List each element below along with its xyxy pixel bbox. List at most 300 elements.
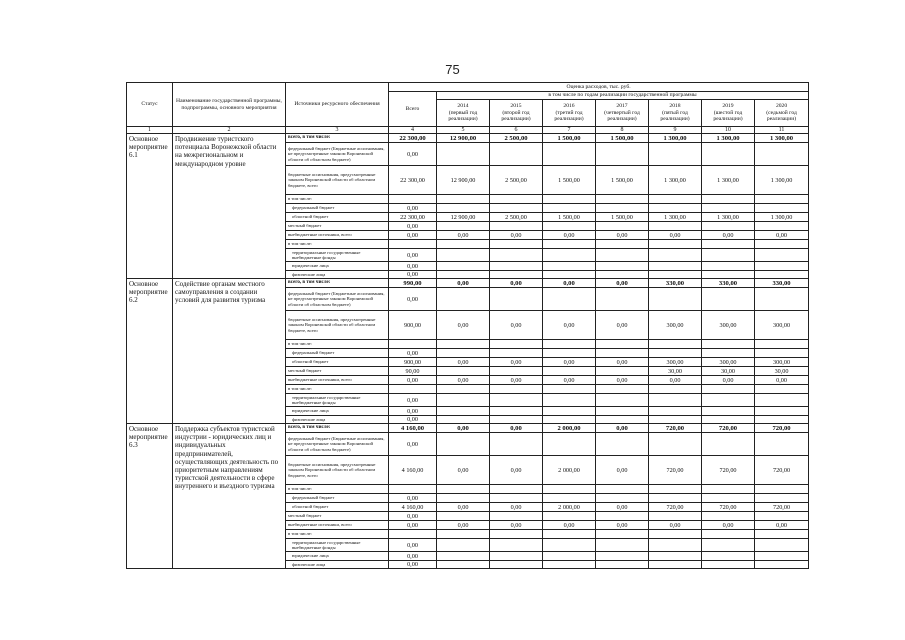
- value-year: [755, 222, 809, 231]
- value-year: 1 300,00: [649, 213, 702, 222]
- value-year: [702, 433, 755, 456]
- value-year: [596, 204, 649, 213]
- value-year: [702, 485, 755, 494]
- table-body: [127, 134, 809, 569]
- funding-source: физические лица: [286, 271, 389, 279]
- value-total: 4 160,00: [389, 456, 437, 485]
- value-total: 22 300,00: [389, 134, 437, 143]
- column-number: 9: [649, 127, 702, 134]
- value-year: [490, 416, 543, 424]
- value-year: [596, 349, 649, 358]
- year-label: 2018: [669, 103, 681, 110]
- year-sub-label: (второй год реализации): [501, 109, 531, 123]
- value-year: [490, 494, 543, 503]
- value-year: [437, 195, 490, 204]
- value-year: 1 500,00: [543, 134, 596, 143]
- value-year: 1 500,00: [596, 134, 649, 143]
- value-year: 0,00: [755, 231, 809, 240]
- value-year: 330,00: [649, 279, 702, 288]
- value-year: [649, 143, 702, 166]
- value-year: 0,00: [490, 424, 543, 433]
- value-year: [755, 433, 809, 456]
- value-year: 0,00: [437, 521, 490, 530]
- value-total: 4 160,00: [389, 424, 437, 433]
- value-total: 0,00: [389, 521, 437, 530]
- value-year: [490, 561, 543, 569]
- value-year: 300,00: [755, 311, 809, 340]
- value-year: [437, 512, 490, 521]
- value-year: [543, 407, 596, 416]
- value-year: 0,00: [596, 456, 649, 485]
- value-year: 0,00: [596, 279, 649, 288]
- activity-status: Основное мероприятие 6.2: [127, 279, 173, 424]
- funding-source: в том числе:: [286, 340, 389, 349]
- value-total: 0,00: [389, 416, 437, 424]
- value-year: [543, 561, 596, 569]
- value-year: 2 500,00: [490, 134, 543, 143]
- value-year: [437, 552, 490, 561]
- column-number: 4: [389, 127, 437, 134]
- value-year: 300,00: [649, 358, 702, 367]
- table-header: [127, 83, 809, 134]
- funding-source: федеральный бюджет: [286, 349, 389, 358]
- header-by-years: в том числе по годам реализации государственной программы: [437, 92, 809, 100]
- value-year: [437, 416, 490, 424]
- value-total: 0,00: [389, 512, 437, 521]
- header-year-2015: [490, 100, 543, 127]
- value-year: [490, 271, 543, 279]
- value-year: 2 000,00: [543, 503, 596, 512]
- value-total: [389, 385, 437, 394]
- funding-source: областной бюджет: [286, 503, 389, 512]
- value-year: 1 500,00: [543, 213, 596, 222]
- year-label: 2014: [457, 103, 469, 110]
- header-source: Источники ресурсного обеспечения: [286, 83, 389, 127]
- activity-name: Содействие органам местного самоуправления в создании условий для развития туризма: [173, 279, 286, 424]
- value-year: [596, 249, 649, 262]
- value-year: [702, 494, 755, 503]
- value-year: 1 300,00: [702, 134, 755, 143]
- value-year: [649, 349, 702, 358]
- value-year: 0,00: [702, 521, 755, 530]
- value-year: 300,00: [702, 358, 755, 367]
- value-year: [437, 204, 490, 213]
- value-year: [755, 240, 809, 249]
- value-year: 0,00: [490, 376, 543, 385]
- value-year: [755, 394, 809, 407]
- value-year: [649, 416, 702, 424]
- budget-table: [126, 82, 809, 569]
- value-year: 1 300,00: [755, 213, 809, 222]
- funding-source: местный бюджет: [286, 512, 389, 521]
- value-year: 1 300,00: [755, 166, 809, 195]
- value-total: 0,00: [389, 204, 437, 213]
- header-year-2019: [702, 100, 755, 127]
- value-year: [755, 494, 809, 503]
- value-year: [702, 249, 755, 262]
- column-number: 1: [127, 127, 173, 134]
- funding-source: федеральный бюджет: [286, 204, 389, 213]
- value-year: [649, 512, 702, 521]
- value-year: [490, 262, 543, 271]
- value-year: 0,00: [490, 231, 543, 240]
- value-year: 0,00: [649, 521, 702, 530]
- value-year: [596, 385, 649, 394]
- value-year: [437, 222, 490, 231]
- value-year: 0,00: [437, 279, 490, 288]
- value-total: 900,00: [389, 311, 437, 340]
- value-total: 0,00: [389, 231, 437, 240]
- value-year: [490, 385, 543, 394]
- value-total: [389, 530, 437, 539]
- value-total: 0,00: [389, 494, 437, 503]
- value-total: 990,00: [389, 279, 437, 288]
- header-estimate: Оценка расходов, тыс. руб.: [389, 83, 809, 92]
- value-total: 0,00: [389, 407, 437, 416]
- value-year: [649, 539, 702, 552]
- value-year: [702, 512, 755, 521]
- value-year: 12 900,00: [437, 166, 490, 195]
- value-year: [490, 143, 543, 166]
- funding-source: бюджетные ассигнования, предусмотренные законом Воронежской области об областном бюджете, всего: [286, 456, 389, 485]
- value-year: [702, 143, 755, 166]
- value-year: 30,00: [649, 367, 702, 376]
- value-year: [702, 262, 755, 271]
- year-label: 2016: [563, 103, 575, 110]
- column-number: 8: [596, 127, 649, 134]
- value-year: 300,00: [702, 311, 755, 340]
- value-year: [437, 394, 490, 407]
- value-total: 900,00: [389, 358, 437, 367]
- value-year: [755, 349, 809, 358]
- value-year: [596, 561, 649, 569]
- value-year: 1 300,00: [702, 213, 755, 222]
- funding-source: в том числе:: [286, 485, 389, 494]
- value-year: [755, 204, 809, 213]
- year-sub-label: (четвертый год реализации): [604, 109, 640, 123]
- header-year-2018: [649, 100, 702, 127]
- value-year: [649, 262, 702, 271]
- value-year: [755, 195, 809, 204]
- value-year: [649, 530, 702, 539]
- value-year: [437, 240, 490, 249]
- value-year: [437, 407, 490, 416]
- value-year: [702, 271, 755, 279]
- value-total: 0,00: [389, 561, 437, 569]
- value-year: [490, 349, 543, 358]
- value-year: 1 500,00: [596, 213, 649, 222]
- value-year: 12 900,00: [437, 134, 490, 143]
- header-total: Всего: [389, 92, 437, 127]
- funding-source: бюджетные ассигнования, предусмотренные законом Воронежской области об областном бюджете, всего: [286, 166, 389, 195]
- activity-status: Основное мероприятие 6.3: [127, 424, 173, 569]
- value-year: [596, 271, 649, 279]
- value-year: 720,00: [755, 456, 809, 485]
- value-year: 0,00: [596, 311, 649, 340]
- funding-source: всего, в том числе:: [286, 424, 389, 433]
- value-year: [543, 433, 596, 456]
- column-number: 5: [437, 127, 490, 134]
- value-year: [490, 512, 543, 521]
- value-year: 0,00: [543, 231, 596, 240]
- column-number: 6: [490, 127, 543, 134]
- column-number: 11: [755, 127, 809, 134]
- value-year: [490, 485, 543, 494]
- value-year: [596, 485, 649, 494]
- value-year: 1 500,00: [543, 166, 596, 195]
- value-year: [490, 288, 543, 311]
- value-year: 0,00: [596, 503, 649, 512]
- value-year: 720,00: [755, 424, 809, 433]
- value-year: 0,00: [755, 376, 809, 385]
- year-sub-label: (шестой год реализации): [713, 109, 743, 123]
- value-year: [702, 204, 755, 213]
- value-year: 0,00: [490, 521, 543, 530]
- value-year: 0,00: [702, 231, 755, 240]
- value-year: [596, 340, 649, 349]
- value-year: [649, 240, 702, 249]
- value-year: 1 300,00: [702, 166, 755, 195]
- value-year: 720,00: [702, 424, 755, 433]
- value-year: [543, 340, 596, 349]
- funding-source: юридические лица: [286, 262, 389, 271]
- funding-source: в том числе:: [286, 385, 389, 394]
- value-year: [596, 367, 649, 376]
- value-total: 4 160,00: [389, 503, 437, 512]
- value-year: [543, 485, 596, 494]
- value-year: [437, 143, 490, 166]
- value-year: 720,00: [649, 456, 702, 485]
- value-year: 720,00: [702, 456, 755, 485]
- value-year: [437, 433, 490, 456]
- value-year: [490, 195, 543, 204]
- value-year: [649, 494, 702, 503]
- value-year: 0,00: [490, 503, 543, 512]
- value-year: 0,00: [755, 521, 809, 530]
- value-year: [490, 340, 543, 349]
- value-year: [490, 552, 543, 561]
- header-year-2017: [596, 100, 649, 127]
- funding-source: физические лица: [286, 561, 389, 569]
- value-year: [543, 552, 596, 561]
- funding-source: территориальные государственные внебюджетные фонды: [286, 394, 389, 407]
- value-year: 0,00: [596, 358, 649, 367]
- value-year: [543, 288, 596, 311]
- value-year: [437, 494, 490, 503]
- value-year: [543, 530, 596, 539]
- value-year: [437, 349, 490, 358]
- value-total: 0,00: [389, 552, 437, 561]
- value-year: [702, 195, 755, 204]
- value-year: [649, 288, 702, 311]
- value-year: [437, 561, 490, 569]
- value-year: [437, 262, 490, 271]
- value-year: [702, 552, 755, 561]
- year-label: 2020: [775, 103, 788, 110]
- value-total: [389, 340, 437, 349]
- value-year: [755, 561, 809, 569]
- funding-source: территориальные государственные внебюджетные фонды: [286, 539, 389, 552]
- value-year: [649, 394, 702, 407]
- value-year: 0,00: [596, 424, 649, 433]
- value-total: 0,00: [389, 288, 437, 311]
- year-label: 2019: [722, 103, 734, 110]
- value-year: [596, 530, 649, 539]
- column-number: 10: [702, 127, 755, 134]
- value-total: 90,00: [389, 367, 437, 376]
- funding-source: всего, в том числе:: [286, 279, 389, 288]
- value-year: [437, 485, 490, 494]
- value-year: [543, 262, 596, 271]
- value-year: [437, 367, 490, 376]
- value-total: 0,00: [389, 222, 437, 231]
- funding-source: федеральный бюджет (Бюджетные ассигнования, не предусмотренные законом Воронежской области об областном бюджете): [286, 433, 389, 456]
- value-year: 0,00: [543, 279, 596, 288]
- value-year: 1 300,00: [649, 166, 702, 195]
- funding-source: внебюджетные источники, всего: [286, 521, 389, 530]
- header-year-2014: [437, 100, 490, 127]
- value-year: [702, 539, 755, 552]
- year-sub-label: (седьмой год реализации): [766, 109, 797, 123]
- value-total: 0,00: [389, 394, 437, 407]
- value-year: [649, 433, 702, 456]
- value-year: [649, 340, 702, 349]
- value-year: 0,00: [437, 311, 490, 340]
- value-year: 330,00: [702, 279, 755, 288]
- value-year: [543, 539, 596, 552]
- value-year: [437, 385, 490, 394]
- value-year: 2 000,00: [543, 424, 596, 433]
- value-year: 2 500,00: [490, 213, 543, 222]
- value-year: [490, 222, 543, 231]
- value-year: [490, 240, 543, 249]
- value-year: 300,00: [649, 311, 702, 340]
- funding-source: федеральный бюджет: [286, 494, 389, 503]
- value-year: [702, 288, 755, 311]
- value-year: 0,00: [543, 376, 596, 385]
- value-year: [755, 552, 809, 561]
- value-year: [596, 539, 649, 552]
- value-year: 1 500,00: [596, 166, 649, 195]
- value-year: [437, 249, 490, 262]
- value-year: [702, 240, 755, 249]
- value-year: [702, 407, 755, 416]
- year-sub-label: (первый год реализации): [448, 109, 478, 123]
- value-year: [543, 385, 596, 394]
- column-number: 2: [173, 127, 286, 134]
- value-year: [490, 433, 543, 456]
- value-year: 30,00: [755, 367, 809, 376]
- value-total: 0,00: [389, 271, 437, 279]
- value-year: [596, 416, 649, 424]
- funding-source: федеральный бюджет (Бюджетные ассигнования, не предусмотренные законом Воронежской области об областном бюджете): [286, 143, 389, 166]
- value-year: [596, 262, 649, 271]
- value-year: [702, 416, 755, 424]
- value-total: 0,00: [389, 433, 437, 456]
- value-year: 330,00: [755, 279, 809, 288]
- value-year: [755, 407, 809, 416]
- value-year: [755, 340, 809, 349]
- funding-source: внебюджетные источники, всего: [286, 231, 389, 240]
- value-total: [389, 240, 437, 249]
- value-year: [649, 271, 702, 279]
- value-year: [543, 249, 596, 262]
- value-year: [596, 552, 649, 561]
- value-year: 720,00: [649, 503, 702, 512]
- value-total: 22 300,00: [389, 213, 437, 222]
- funding-source: в том числе:: [286, 240, 389, 249]
- value-year: 720,00: [702, 503, 755, 512]
- value-year: [490, 539, 543, 552]
- value-year: 0,00: [596, 521, 649, 530]
- value-year: [437, 539, 490, 552]
- value-total: 0,00: [389, 143, 437, 166]
- value-year: [649, 407, 702, 416]
- value-year: [702, 561, 755, 569]
- value-year: 0,00: [437, 358, 490, 367]
- table-row: [127, 424, 809, 433]
- funding-source: областной бюджет: [286, 213, 389, 222]
- value-year: [755, 143, 809, 166]
- value-year: 0,00: [490, 311, 543, 340]
- value-year: [490, 530, 543, 539]
- value-year: [755, 512, 809, 521]
- value-year: [702, 340, 755, 349]
- value-year: 0,00: [649, 231, 702, 240]
- value-year: [543, 367, 596, 376]
- funding-source: всего, в том числе:: [286, 134, 389, 143]
- funding-source: бюджетные ассигнования, предусмотренные законом Воронежской области об областном бюджете, всего: [286, 311, 389, 340]
- value-year: 0,00: [437, 424, 490, 433]
- value-total: [389, 195, 437, 204]
- value-year: [755, 262, 809, 271]
- value-year: [755, 530, 809, 539]
- value-year: [543, 416, 596, 424]
- table-row: [127, 279, 809, 288]
- value-year: 720,00: [755, 503, 809, 512]
- value-year: [755, 271, 809, 279]
- value-total: 22 300,00: [389, 166, 437, 195]
- value-year: [437, 288, 490, 311]
- value-year: [596, 433, 649, 456]
- value-year: [649, 204, 702, 213]
- value-year: [596, 407, 649, 416]
- value-year: 0,00: [490, 279, 543, 288]
- value-year: [543, 349, 596, 358]
- funding-source: юридические лица: [286, 552, 389, 561]
- value-year: 0,00: [596, 376, 649, 385]
- activity-status: Основное мероприятие 6.1: [127, 134, 173, 279]
- value-year: [543, 195, 596, 204]
- year-sub-label: (пятый год реализации): [660, 109, 690, 123]
- value-year: [543, 494, 596, 503]
- value-year: 0,00: [437, 231, 490, 240]
- value-year: [702, 530, 755, 539]
- value-year: [649, 195, 702, 204]
- value-year: 300,00: [755, 358, 809, 367]
- value-year: 0,00: [702, 376, 755, 385]
- value-year: [490, 407, 543, 416]
- value-year: 1 300,00: [755, 134, 809, 143]
- activity-name: Поддержка субъектов туристской индустрии - юридических лиц и индивидуальных предпринимателей, осуществляющих деятельность по приоритетным направлениям туристской деятельности в сфере внутреннего и въездного туризма: [173, 424, 286, 569]
- year-sub-label: (третий год реализации): [554, 109, 584, 123]
- value-year: [596, 512, 649, 521]
- value-year: 1 300,00: [649, 134, 702, 143]
- value-year: [755, 485, 809, 494]
- value-year: [702, 349, 755, 358]
- header-year-2020: [755, 100, 809, 127]
- value-year: [543, 271, 596, 279]
